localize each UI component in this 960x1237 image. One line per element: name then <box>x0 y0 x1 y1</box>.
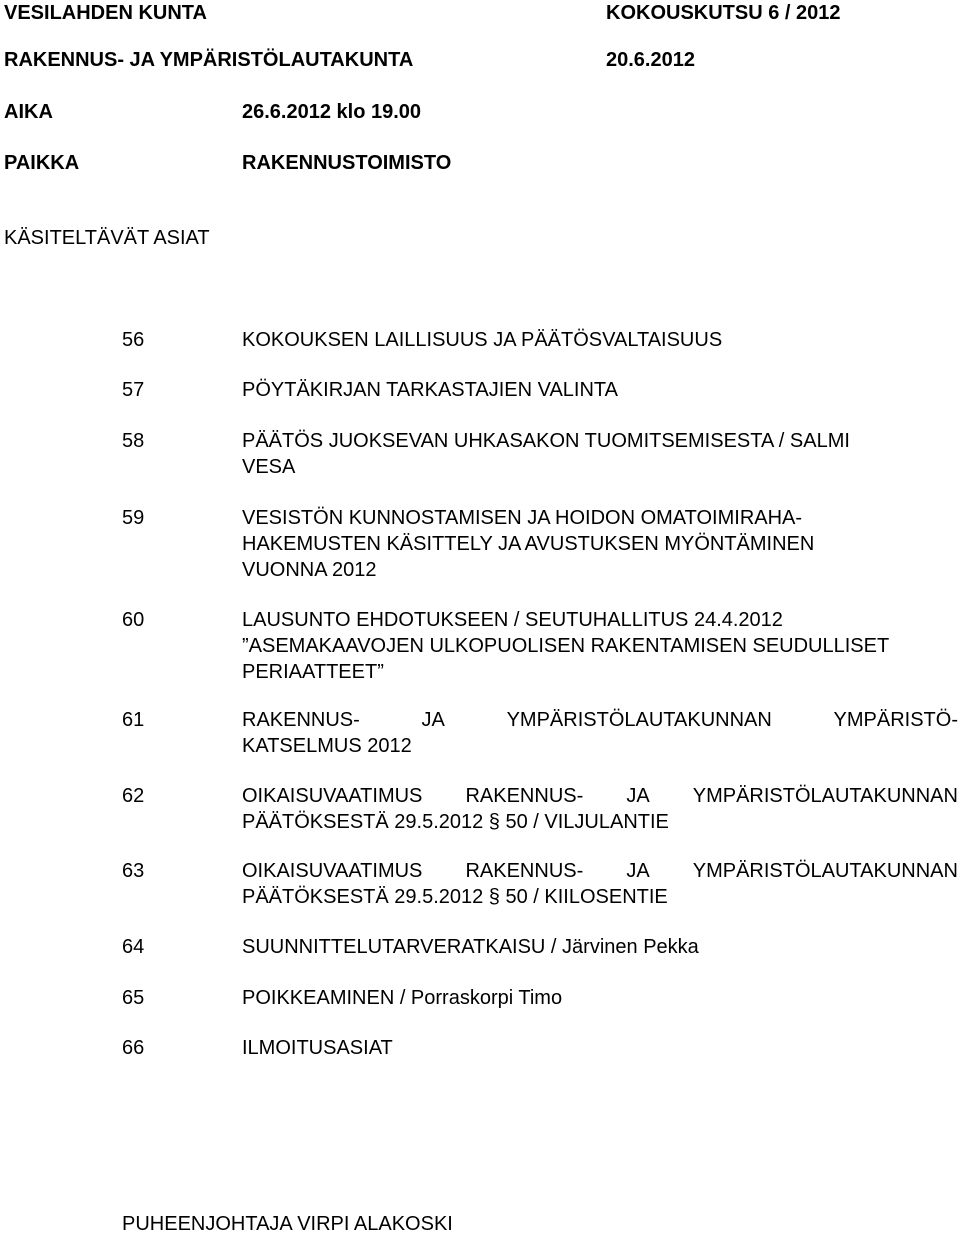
agenda-item-number: 58 <box>122 430 145 452</box>
agenda-item-word: YMPÄRISTÖLAUTAKUNNAN <box>506 709 772 731</box>
agenda-heading: KÄSITELTÄVÄT ASIAT <box>4 227 210 249</box>
agenda-item-title: POIKKEAMINEN / Porraskorpi Timo <box>242 987 563 1009</box>
time-value: 26.6.2012 klo 19.00 <box>242 101 422 123</box>
agenda-item-title-line: VUONNA 2012 <box>242 559 377 581</box>
agenda-item-word: JA <box>626 785 650 807</box>
agenda-item-number: 60 <box>122 609 145 631</box>
agenda-item-title: KOKOUKSEN LAILLISUUS JA PÄÄTÖSVALTAISUUS <box>242 329 723 351</box>
agenda-item-word: RAKENNUS- <box>465 785 584 807</box>
agenda-item-title-line: PÄÄTÖKSESTÄ 29.5.2012 § 50 / VILJULANTIE <box>242 811 669 833</box>
board-name: RAKENNUS- JA YMPÄRISTÖLAUTAKUNTA <box>4 49 414 71</box>
place-label: PAIKKA <box>4 152 80 174</box>
agenda-item-title-line: VESISTÖN KUNNOSTAMISEN JA HOIDON OMATOIMIRAHA- <box>242 507 803 529</box>
agenda-item-word: YMPÄRISTÖLAUTAKUNNAN <box>692 860 958 882</box>
chairperson-signature: PUHEENJOHTAJA VIRPI ALAKOSKI <box>122 1213 453 1235</box>
agenda-item-word: RAKENNUS- <box>242 709 360 731</box>
agenda-item-title: ILMOITUSASIAT <box>242 1037 393 1059</box>
agenda-item-number: 62 <box>122 785 145 807</box>
agenda-item-word: RAKENNUS- <box>465 860 584 882</box>
agenda-item-title-line <box>242 783 958 809</box>
agenda-item-title-line <box>242 858 958 884</box>
agenda-item-title-line: PÄÄTÖS JUOKSEVAN UHKASAKON TUOMITSEMISESTA / SALMI <box>242 430 850 452</box>
agenda-item-title: SUUNNITTELUTARVERATKAISU / Järvinen Pekka <box>242 936 699 958</box>
agenda-item-number: 65 <box>122 987 145 1009</box>
meeting-notice-title: KOKOUSKUTSU 6 / 2012 <box>606 2 841 24</box>
place-value: RAKENNUSTOIMISTO <box>242 152 452 174</box>
agenda-item-title-line: PÄÄTÖKSESTÄ 29.5.2012 § 50 / KIILOSENTIE <box>242 886 668 908</box>
agenda-item-number: 63 <box>122 860 145 882</box>
agenda-item-title-line: KATSELMUS 2012 <box>242 735 412 757</box>
agenda-item-word: OIKAISUVAATIMUS <box>242 785 423 807</box>
board-date: 20.6.2012 <box>606 49 695 71</box>
agenda-item-title-line: VESA <box>242 456 296 478</box>
municipality-name: VESILAHDEN KUNTA <box>4 2 207 24</box>
agenda-item-number: 64 <box>122 936 145 958</box>
agenda-item-word: JA <box>626 860 650 882</box>
agenda-item-word: YMPÄRISTÖLAUTAKUNNAN <box>692 785 958 807</box>
agenda-item-word: JA <box>421 709 445 731</box>
agenda-item-title-line: LAUSUNTO EHDOTUKSEEN / SEUTUHALLITUS 24.4.2012 <box>242 609 783 631</box>
agenda-item-number: 56 <box>122 329 145 351</box>
agenda-item-title-line <box>242 707 958 733</box>
agenda-item-title-line: PERIAATTEET” <box>242 661 384 683</box>
agenda-item-number: 66 <box>122 1037 145 1059</box>
agenda-item-word: OIKAISUVAATIMUS <box>242 860 423 882</box>
agenda-item-title: PÖYTÄKIRJAN TARKASTAJIEN VALINTA <box>242 379 619 401</box>
agenda-item-number: 57 <box>122 379 145 401</box>
agenda-item-title-line: HAKEMUSTEN KÄSITTELY JA AVUSTUKSEN MYÖNTÄMINEN <box>242 533 815 555</box>
agenda-item-number: 61 <box>122 709 145 731</box>
agenda-item-word: YMPÄRISTÖ- <box>833 709 958 731</box>
time-label: AIKA <box>4 101 53 123</box>
agenda-item-number: 59 <box>122 507 145 529</box>
agenda-item-title-line: ”ASEMAKAAVOJEN ULKOPUOLISEN RAKENTAMISEN SEUDULLISET <box>242 635 890 657</box>
